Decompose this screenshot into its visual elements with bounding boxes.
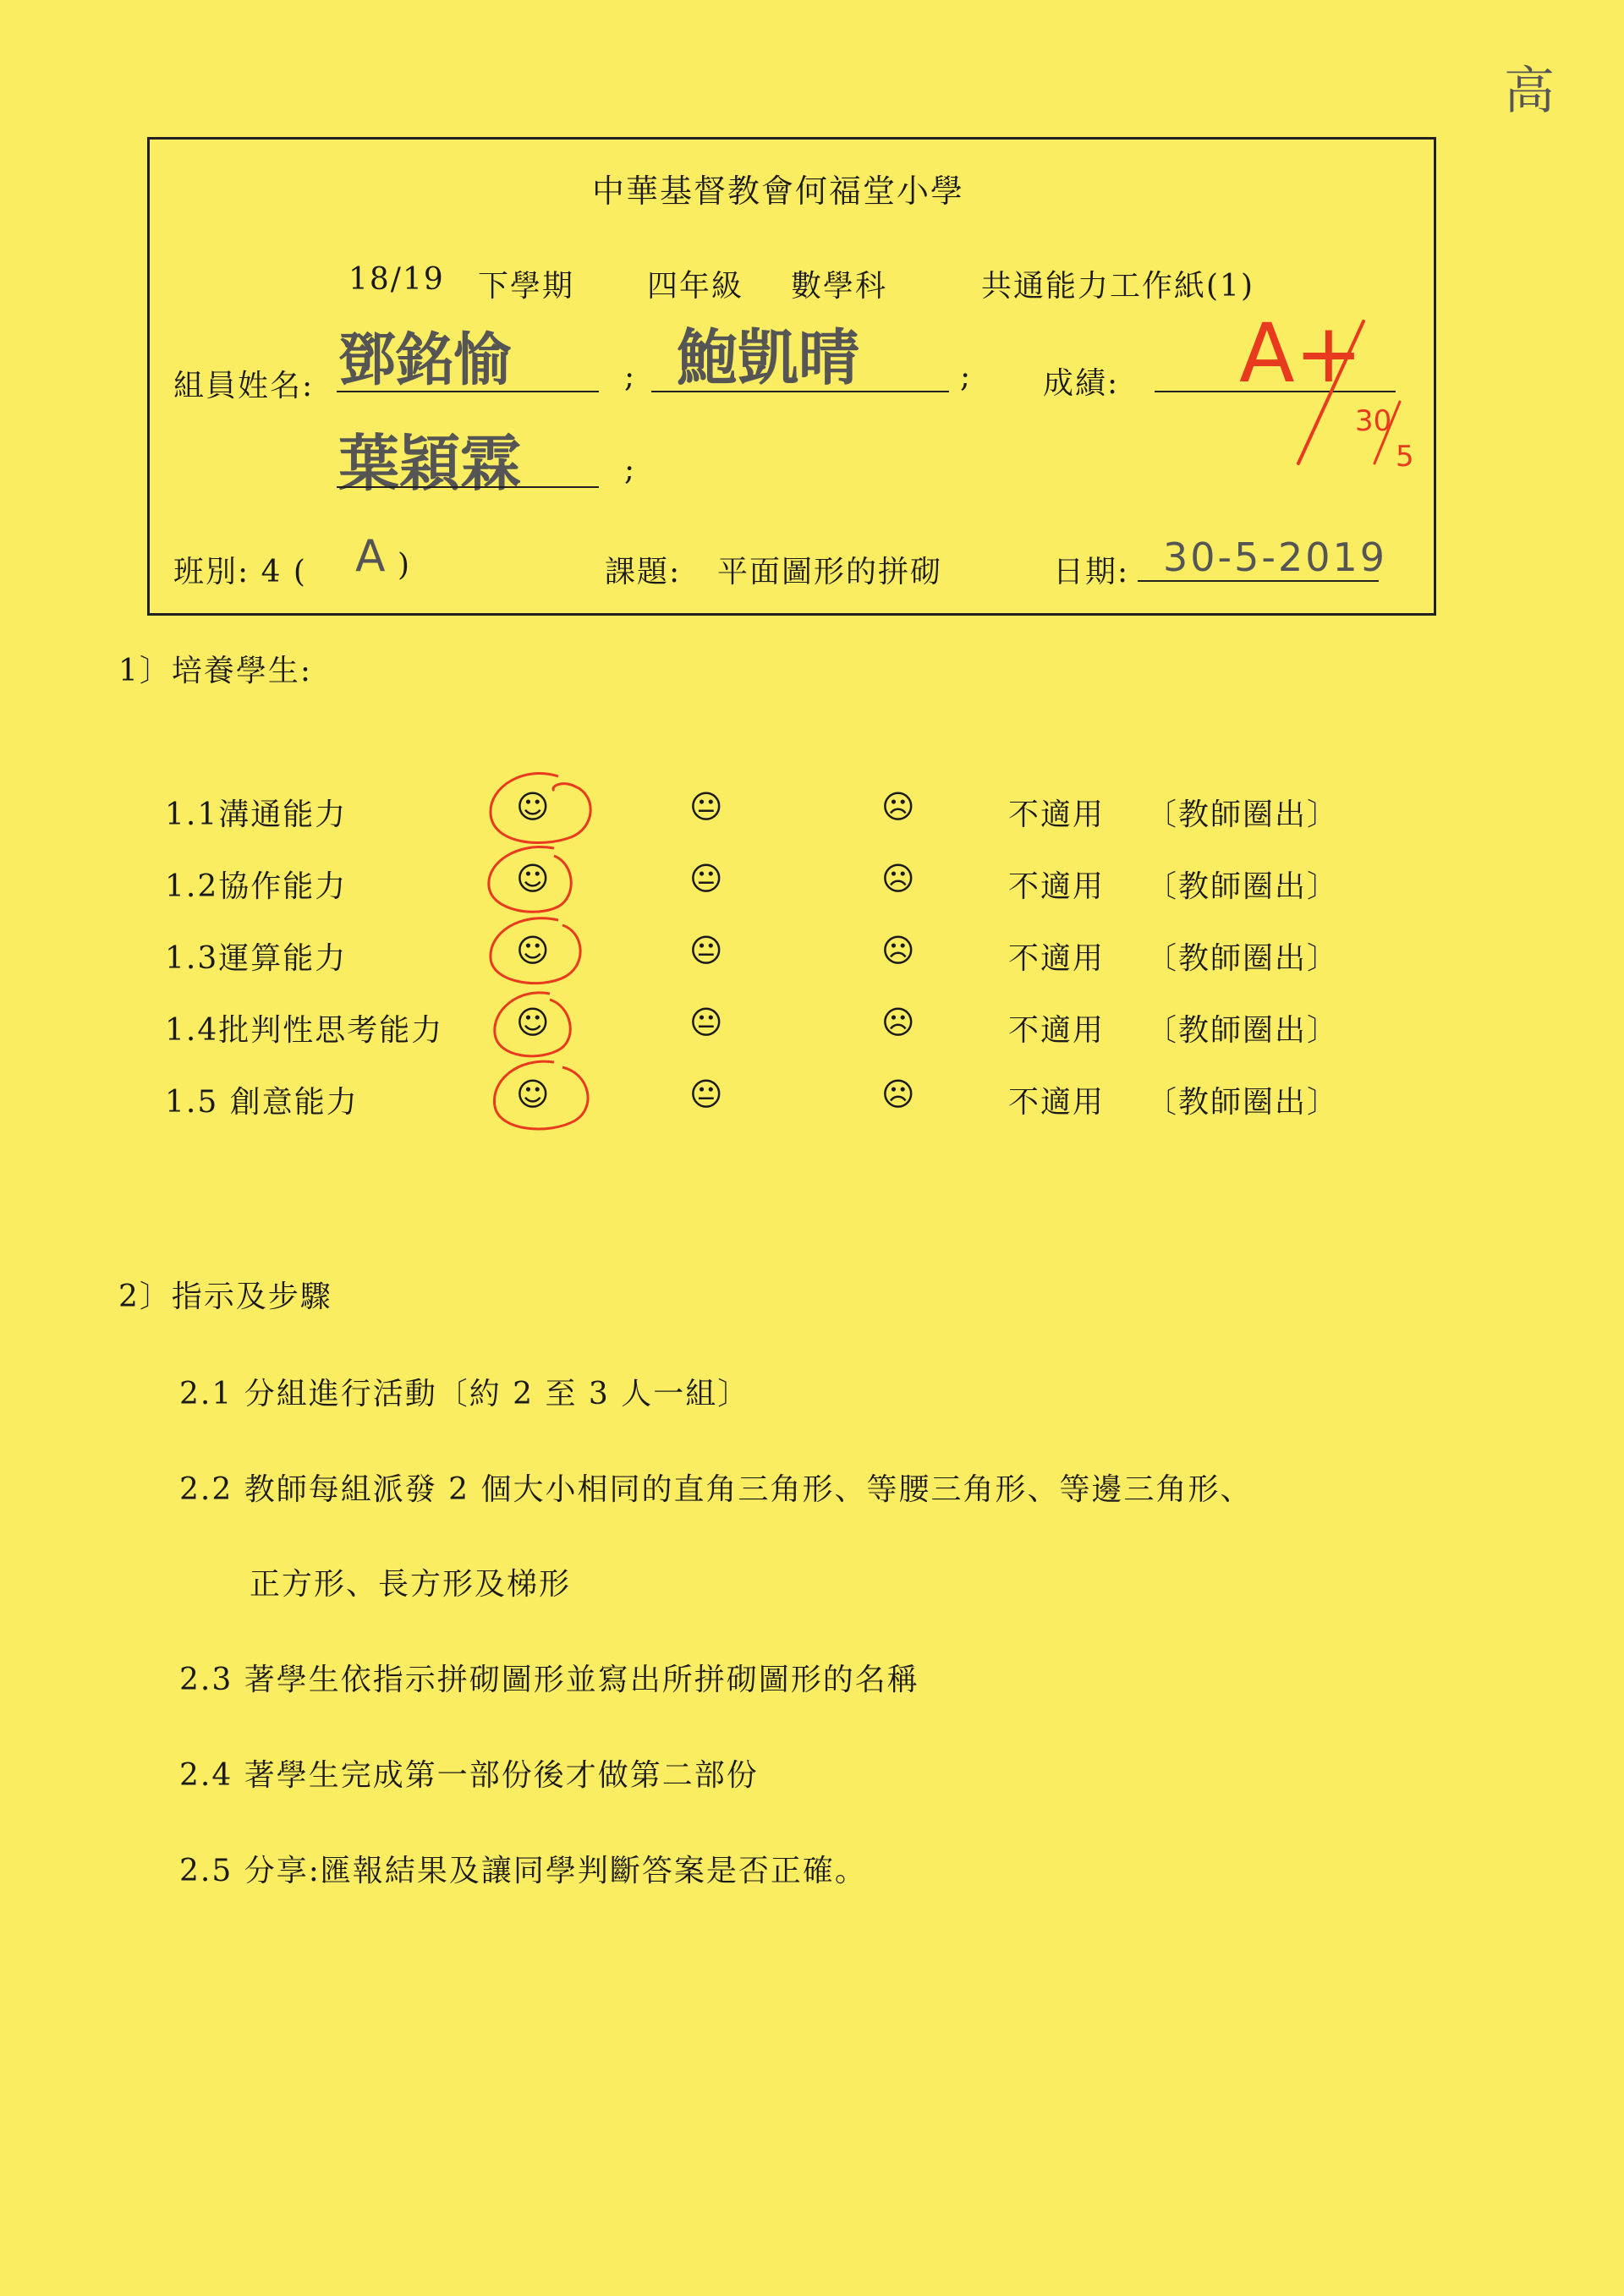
- teacher-note: 〔教師圈出〕: [1146, 941, 1340, 976]
- not-applicable: 不適用: [1008, 1085, 1106, 1120]
- teacher-note: 〔教師圈出〕: [1146, 1085, 1340, 1120]
- happy-face-icon: ☺: [516, 1076, 550, 1113]
- step-2-2-continued: 正方形、長方形及梯形: [250, 1567, 572, 1602]
- not-applicable: 不適用: [1008, 869, 1106, 904]
- ability-label: 1.4批判性思考能力: [165, 1013, 444, 1048]
- date-label: 日期:: [1053, 555, 1130, 589]
- separator-3: ;: [624, 452, 637, 487]
- neutral-face-icon: 😐: [689, 788, 723, 825]
- teacher-note: 〔教師圈出〕: [1146, 869, 1340, 904]
- ability-label: 1.3運算能力: [165, 941, 348, 976]
- sad-face-icon: ☹: [881, 788, 915, 825]
- happy-face-icon: ☺: [516, 860, 550, 897]
- sad-face-icon: ☹: [881, 1004, 915, 1041]
- school-year: 18/19: [348, 262, 445, 297]
- worksheet-title: 共通能力工作紙(1): [981, 269, 1254, 304]
- happy-face-icon: ☺: [516, 932, 550, 969]
- topic: 平面圖形的拼砌: [717, 555, 943, 589]
- corner-mark: 高: [1504, 62, 1555, 121]
- class-label: 班別: 4 (: [173, 555, 307, 589]
- members-label: 組員姓名:: [173, 369, 315, 403]
- member-name-2: 鮑凱晴: [677, 322, 860, 393]
- neutral-face-icon: 😐: [689, 1004, 723, 1041]
- grade-slash-mark: [1298, 321, 1363, 463]
- separator-2: ;: [960, 359, 973, 394]
- score-numerator: 30: [1355, 404, 1392, 438]
- step-2-3: 2.3 著學生依指示拼砌圖形並寫出所拼砌圖形的名稱: [179, 1663, 919, 1697]
- grade-level: 四年級: [647, 269, 744, 304]
- circle-mark-row-3: [491, 918, 580, 984]
- step-2-2: 2.2 教師每組派發 2 個大小相同的直角三角形、等腰三角形、等邊三角形、: [179, 1472, 1253, 1507]
- topic-label: 課題:: [605, 555, 682, 589]
- sad-face-icon: ☹: [881, 932, 915, 969]
- happy-face-icon: ☺: [516, 788, 550, 825]
- not-applicable: 不適用: [1008, 797, 1106, 832]
- ability-label: 1.5 創意能力: [165, 1085, 359, 1120]
- circle-mark-row-2: [489, 847, 571, 912]
- neutral-face-icon: 😐: [689, 1076, 723, 1113]
- school-name: 中華基督教會何福堂小學: [592, 173, 965, 210]
- step-2-1: 2.1 分組進行活動〔約 2 至 3 人一組〕: [179, 1377, 750, 1411]
- grade-label: 成績:: [1043, 366, 1120, 401]
- subject: 數學科: [791, 269, 888, 304]
- section2-heading: 2〕指示及步驟: [118, 1280, 332, 1314]
- teacher-note: 〔教師圈出〕: [1146, 1013, 1340, 1048]
- separator-1: ;: [624, 359, 637, 394]
- circle-mark-row-1: [491, 773, 590, 842]
- step-2-4: 2.4 著學生完成第一部份後才做第二部份: [179, 1758, 759, 1793]
- member-name-3: 葉穎霖: [338, 428, 522, 499]
- neutral-face-icon: 😐: [689, 860, 723, 897]
- grade-value: A+: [1239, 306, 1363, 401]
- neutral-face-icon: 😐: [689, 932, 723, 969]
- class-value: A: [355, 531, 386, 582]
- ability-label: 1.1溝通能力: [165, 797, 348, 832]
- section1-heading: 1〕培養學生:: [118, 654, 313, 688]
- happy-face-icon: ☺: [516, 1004, 550, 1041]
- score-slash-mark: [1374, 402, 1400, 463]
- member-name-1: 鄧銘愉: [338, 327, 512, 394]
- circle-mark-row-5: [494, 1061, 588, 1129]
- score-denominator: 5: [1396, 440, 1414, 474]
- circle-mark-row-4: [495, 993, 570, 1056]
- teacher-note: 〔教師圈出〕: [1146, 797, 1340, 832]
- date-value: 30-5-2019: [1163, 534, 1388, 580]
- term: 下學期: [478, 269, 575, 304]
- sad-face-icon: ☹: [881, 860, 915, 897]
- not-applicable: 不適用: [1008, 1013, 1106, 1048]
- sad-face-icon: ☹: [881, 1076, 915, 1113]
- class-close: ): [398, 548, 412, 583]
- step-2-5: 2.5 分享:匯報結果及讓同學判斷答案是否正確。: [179, 1854, 867, 1888]
- ability-label: 1.2協作能力: [165, 869, 348, 904]
- not-applicable: 不適用: [1008, 941, 1106, 976]
